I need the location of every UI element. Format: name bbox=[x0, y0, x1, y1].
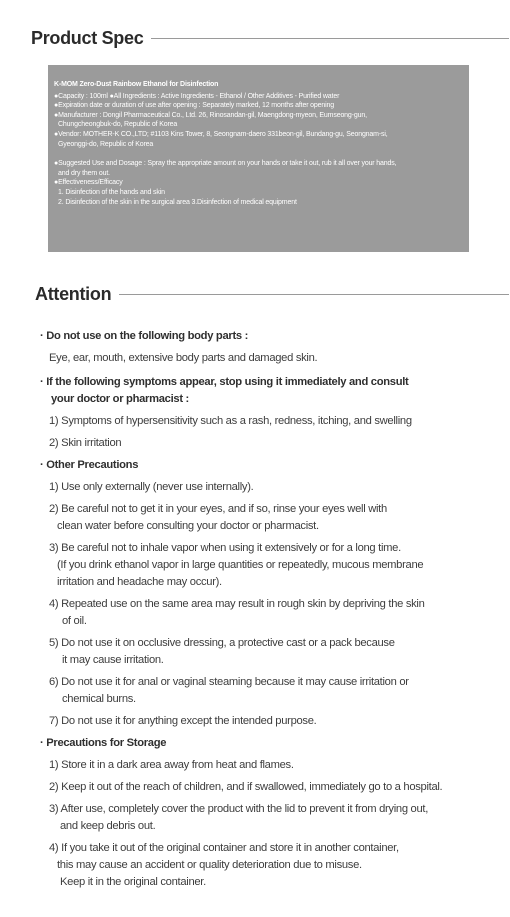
attention-line: 4) If you take it out of the original container and store it in another container, bbox=[49, 842, 399, 854]
attention-line: and keep debris out. bbox=[60, 820, 156, 832]
attention-line: 3) After use, completely cover the product with the lid to prevent it from drying out, bbox=[49, 803, 429, 815]
attention-line: 5) Do not use it on occlusive dressing, a protective cast or a pack because bbox=[49, 637, 395, 649]
attention-line: 3) Be careful not to inhale vapor when using it extensively or for a long time. bbox=[49, 542, 401, 554]
attention-line: of oil. bbox=[62, 615, 87, 627]
spec-title: K-MOM Zero-Dust Rainbow Ethanol for Disinfection bbox=[54, 81, 219, 88]
spec-line: ●Vendor: MOTHER-K CO.,LTD; #1103 Kins Tower, 8, Seongnam-daero 331beon-gil, Bundang-gu, Seongnam-si, bbox=[54, 130, 388, 138]
attention-line: Eye, ear, mouth, extensive body parts and damaged skin. bbox=[49, 352, 318, 364]
attention-line: clean water before consulting your doctor or pharmacist. bbox=[57, 520, 319, 532]
spec-line: Gyeonggi-do, Republic of Korea bbox=[58, 140, 154, 148]
heading-rule bbox=[119, 294, 509, 295]
spec-line: and dry them out. bbox=[58, 169, 110, 177]
product-spec-header bbox=[31, 26, 509, 50]
product-spec-heading: Product Spec bbox=[31, 27, 144, 48]
attention-heading: Attention bbox=[35, 283, 112, 304]
attention-line: chemical burns. bbox=[62, 693, 136, 705]
attention-line: 2) Keep it out of the reach of children, and if swallowed, immediately go to a hospital. bbox=[49, 781, 443, 793]
attention-header bbox=[35, 282, 509, 306]
heading-rule bbox=[151, 38, 509, 39]
spec-line: 1. Disinfection of the hands and skin bbox=[58, 188, 165, 196]
section-heading-cont: your doctor or pharmacist : bbox=[51, 393, 189, 405]
attention-line: 6) Do not use it for anal or vaginal steaming because it may cause irritation or bbox=[49, 676, 409, 688]
section-heading: · Do not use on the following body parts : bbox=[40, 330, 249, 342]
attention-line: it may cause irritation. bbox=[62, 654, 164, 666]
spec-line: ●Capacity : 100ml ●All Ingredients : Active Ingredients - Ethanol / Other Additives - Purified water bbox=[54, 92, 340, 100]
attention-line: 2) Be careful not to get it in your eyes, and if so, rinse your eyes well with bbox=[49, 503, 387, 515]
product-spec-box bbox=[48, 65, 469, 252]
attention-line: 1) Store it in a dark area away from heat and flames. bbox=[49, 759, 294, 771]
spec-line: ●Expiration date or duration of use after opening : Separately marked, 12 months after opening bbox=[54, 102, 335, 110]
section-heading: · Other Precautions bbox=[40, 459, 139, 471]
section-heading: · Precautions for Storage bbox=[40, 737, 167, 749]
attention-line: irritation and headache may occur). bbox=[57, 576, 222, 588]
attention-line: 2) Skin irritation bbox=[49, 437, 122, 449]
spec-line: ●Effectiveness/Efficacy bbox=[54, 179, 123, 187]
attention-line: Keep it in the original container. bbox=[60, 876, 206, 888]
spec-line: 2. Disinfection of the skin in the surgical area 3.Disinfection of medical equipment bbox=[58, 198, 297, 206]
spec-line: Chungcheongbuk-do, Republic of Korea bbox=[58, 121, 178, 129]
spec-line: ●Manufacturer : Dongil Pharmaceutical Co., Ltd. 26, Rinosandan-gil, Maengdong-myeon, Eumseong-gun, bbox=[54, 111, 367, 119]
spec-line: ●Suggested Use and Dosage : Spray the appropriate amount on your hands or take it out, rub it all over your hands, bbox=[54, 160, 397, 168]
attention-line: 4) Repeated use on the same area may result in rough skin by depriving the skin bbox=[49, 598, 425, 610]
section-heading: · If the following symptoms appear, stop using it immediately and consult bbox=[40, 376, 409, 388]
attention-line: 1) Use only externally (never use internally). bbox=[49, 481, 254, 493]
attention-line: this may cause an accident or quality deterioration due to misuse. bbox=[57, 859, 362, 871]
attention-line: 1) Symptoms of hypersensitivity such as a rash, redness, itching, and swelling bbox=[49, 415, 412, 427]
attention-line: 7) Do not use it for anything except the intended purpose. bbox=[49, 715, 317, 727]
attention-line: (If you drink ethanol vapor in large quantities or repeatedly, mucous membrane bbox=[57, 559, 424, 571]
